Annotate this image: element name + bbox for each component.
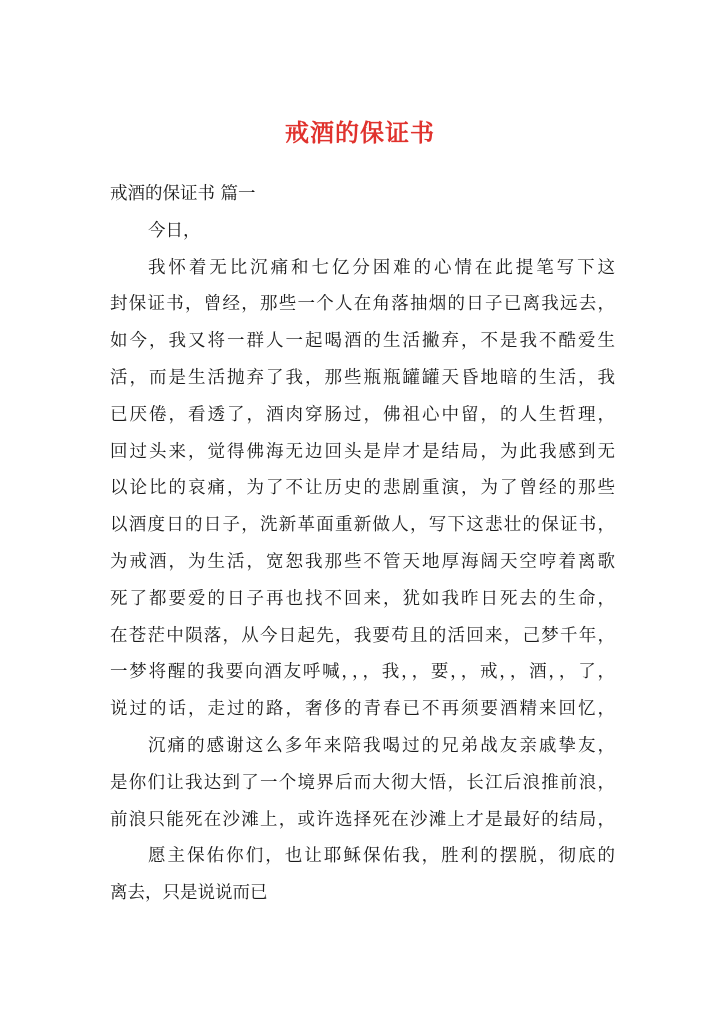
document-body [110,176,615,912]
paragraph-line: 在苍茫中陨落，从今日起先，我要苟且的活回来，己梦千年， [110,625,615,646]
paragraph-line: 以论比的哀痛，为了不让历史的悲剧重演，为了曾经的那些 [110,478,615,499]
paragraph-line: 说过的话，走过的路，奢侈的青春已不再须要酒精来回忆， [110,699,615,720]
paragraph-line: 沉痛的感谢这么多年来陪我喝过的兄弟战友亲戚挚友， [148,735,615,756]
document-title: 戒酒的保证书 [285,118,435,147]
paragraph-line: 愿主保佑你们，也让耶稣保佑我，胜利的摆脱，彻底的 [148,846,615,867]
paragraph-line: 如今，我又将一群人一起喝酒的生活撇弃，不是我不酷爱生 [110,331,615,352]
paragraph-line: 已厌倦，看透了，酒肉穿肠过，佛祖心中留，的人生哲理， [110,404,615,425]
section-heading: 戒酒的保证书 篇一 [110,184,256,204]
paragraph-line: 活，而是生活抛弃了我，那些瓶瓶罐罐天昏地暗的生活，我 [110,367,615,388]
paragraph-line: 前浪只能死在沙滩上，或许选择死在沙滩上才是最好的结局， [110,809,615,830]
paragraph-line: 以酒度日的日子，洗新革面重新做人，写下这悲壮的保证书， [110,515,615,536]
paragraph-line: 离去，只是说说而已 [110,883,268,904]
paragraph-line: 今日， [148,220,201,241]
paragraph-line: 封保证书，曾经，那些一个人在角落抽烟的日子已离我远去， [110,294,615,315]
paragraph-line: 为戒酒，为生活，宽恕我那些不管天地厚海阔天空哼着离歌 [110,551,615,572]
paragraph-line: 是你们让我达到了一个境界后而大彻大悟，长江后浪推前浪， [110,772,615,793]
paragraph-line: 死了都要爱的日子再也找不回来，犹如我昨日死去的生命， [110,588,615,609]
paragraph-line: 回过头来，觉得佛海无边回头是岸才是结局，为此我感到无 [110,441,615,462]
paragraph-line: 我怀着无比沉痛和七亿分困难的心情在此提笔写下这 [148,257,615,278]
paragraph-line: 一梦将醒的我要向酒友呼喊，，，我，，要，，戒，，酒，，了， [110,662,615,683]
